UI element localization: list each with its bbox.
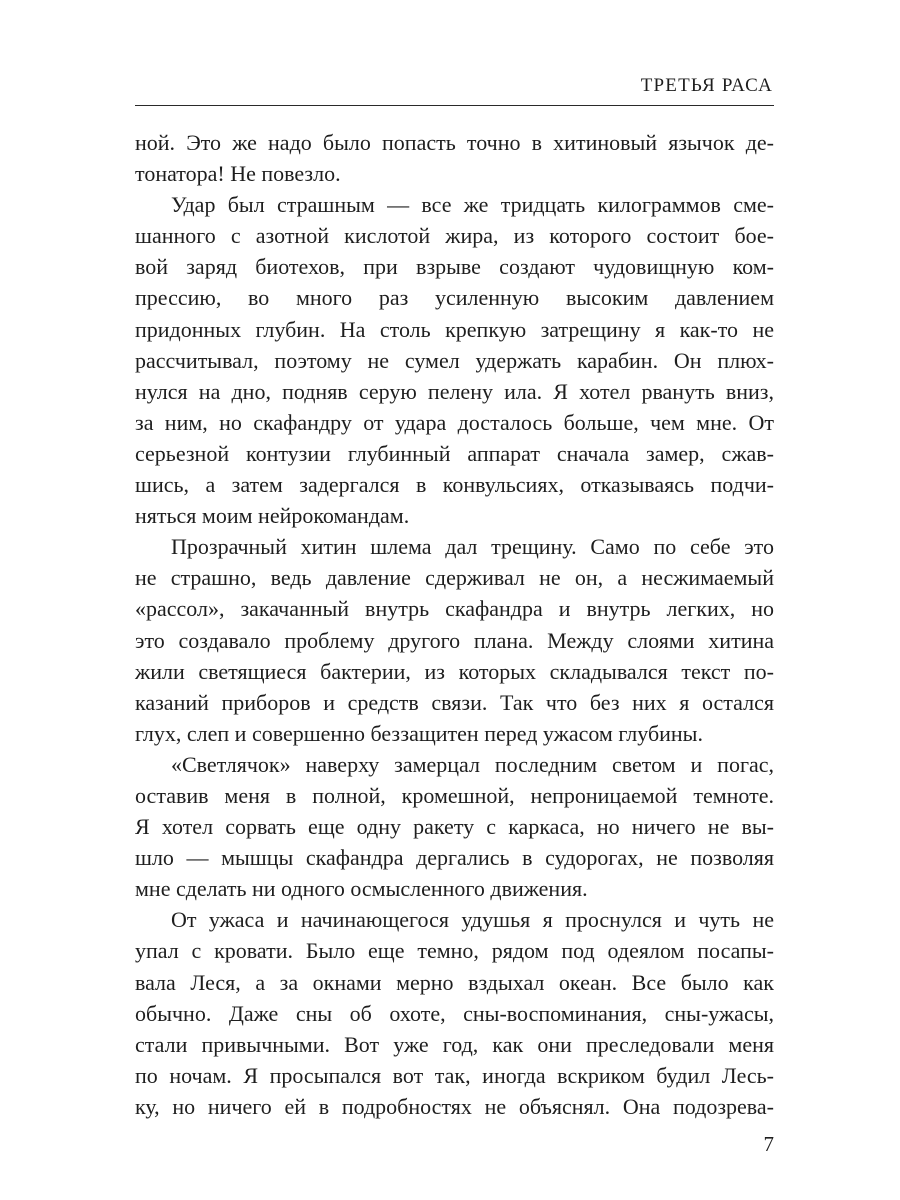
page-number: 7 <box>763 1132 774 1156</box>
text-line: шись, а затем задергался в конвульсиях, отказываясь подчи- <box>135 472 774 498</box>
text-line: шанного с азотной кислотой жира, из которого состоит бое- <box>135 223 774 249</box>
text-line: Я хотел сорвать еще одну ракету с каркаса, но ничего не вы- <box>135 814 774 840</box>
text-line: прессию, во много раз усиленную высоким давлением <box>135 285 774 311</box>
text-line: оставив меня в полной, кромешной, непроницаемой темноте. <box>135 782 774 808</box>
text-line: тонатора! Не повезло. <box>135 161 341 187</box>
text-line: мне сделать ни одного осмысленного движения. <box>135 876 588 902</box>
text-line: Удар был страшным — все же тридцать килограммов сме- <box>171 192 774 218</box>
text-line: это создавало проблему другого плана. Между слоями хитина <box>135 627 774 653</box>
text-line: глух, слеп и совершенно беззащитен перед ужасом глубины. <box>135 720 703 746</box>
text-line: по ночам. Я просыпался вот так, иногда вскриком будил Лесь- <box>135 1062 774 1088</box>
text-line: стали привычными. Вот уже год, как они преследовали меня <box>135 1031 774 1057</box>
text-line: «рассол», закачанный внутрь скафандра и внутрь легких, но <box>135 596 774 622</box>
text-line: обычно. Даже сны об охоте, сны-воспоминания, сны-ужасы, <box>135 1000 774 1026</box>
text-line: ку, но ничего ей в подробностях не объяснял. Она подозрева- <box>135 1093 774 1119</box>
text-line: От ужаса и начинающегося удушья я проснулся и чуть не <box>171 907 774 933</box>
text-line: ной. Это же надо было попасть точно в хитиновый язычок де- <box>135 130 774 155</box>
text-line: казаний приборов и средств связи. Так что без них я остался <box>135 689 774 715</box>
text-line: вала Леся, а за окнами мерно вздыхал океан. Все было как <box>135 969 774 995</box>
text-line: упал с кровати. Было еще темно, рядом под одеялом посапы- <box>135 938 774 964</box>
running-head-title: ТРЕТЬЯ РАСА <box>640 75 773 96</box>
header-divider <box>135 105 774 106</box>
text-line: «Светлячок» наверху замерцал последним светом и погас, <box>171 751 774 777</box>
text-line: жили светящиеся бактерии, из которых складывался текст по- <box>135 658 774 684</box>
text-line: придонных глубин. На столь крепкую затрещину я как-то не <box>135 316 774 342</box>
text-line: за ним, но скафандру от удара досталось больше, чем мне. От <box>135 409 774 435</box>
text-line: нулся на дно, подняв серую пелену ила. Я хотел рвануть вниз, <box>135 378 774 404</box>
text-line: Прозрачный хитин шлема дал трещину. Само по себе это <box>171 534 774 560</box>
text-line: не страшно, ведь давление сдерживал не он, а несжимаемый <box>135 565 774 591</box>
text-line: шло — мышцы скафандра дергались в судорогах, не позволяя <box>135 845 774 871</box>
text-line: вой заряд биотехов, при взрыве создают чудовищную ком- <box>135 254 774 280</box>
text-line: серьезной контузии глубинный аппарат сначала замер, сжав- <box>135 440 774 466</box>
body-text <box>135 127 774 1122</box>
text-line: рассчитывал, поэтому не сумел удержать карабин. Он плюх- <box>135 347 774 373</box>
text-line: няться моим нейрокомандам. <box>135 503 410 529</box>
